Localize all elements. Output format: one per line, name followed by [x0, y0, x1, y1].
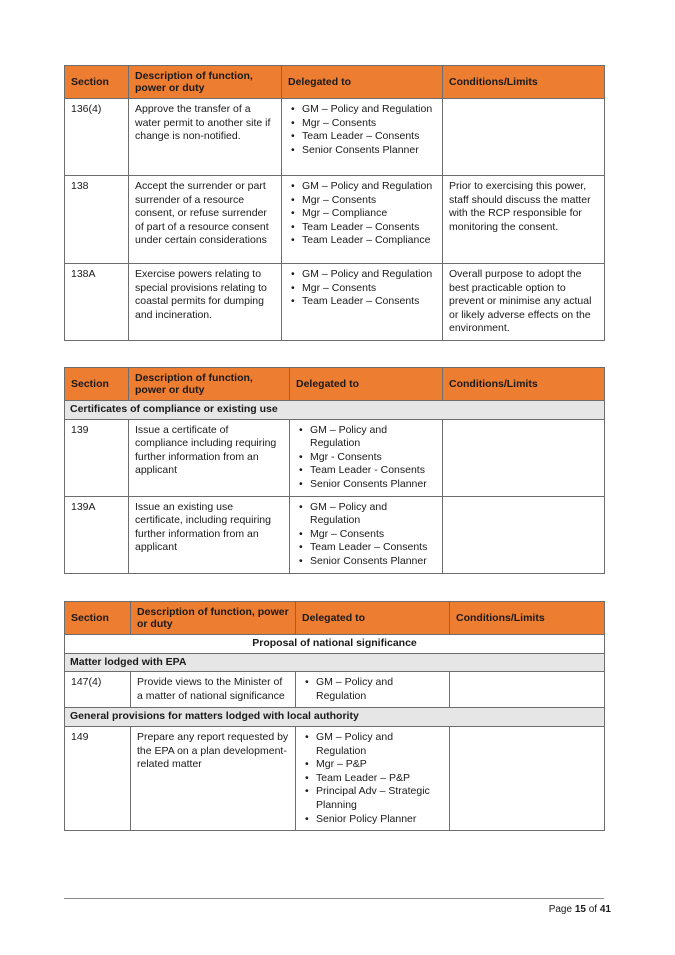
- delegate-item: • Mgr – Consents: [288, 117, 436, 131]
- cell-conditions: [443, 99, 605, 176]
- delegate-item: • Senior Consents Planner: [296, 478, 436, 492]
- delegate-item: • Team Leader - Consents: [296, 464, 436, 478]
- cell-delegated-to: [282, 176, 443, 264]
- cell-section: 139A: [65, 496, 129, 573]
- delegate-list: [302, 676, 443, 703]
- delegate-item: • Team Leader – Consents: [288, 221, 436, 235]
- cell-delegated-to: [282, 99, 443, 176]
- cell-conditions: [443, 496, 605, 573]
- table-header-row: [65, 368, 605, 401]
- cell-description: Exercise powers relating to special provisions relating to coastal permits for dumping and incineration.: [129, 264, 282, 341]
- delegate-item: • GM – Policy and Regulation: [288, 103, 436, 117]
- delegate-item: • Team Leader – Consents: [288, 130, 436, 144]
- current-page: 15: [574, 904, 586, 915]
- cell-description: Approve the transfer of a water permit to another site if change is non-notified.: [129, 99, 282, 176]
- cell-conditions: Overall purpose to adopt the best practicable option to prevent or minimise any actual or likely adverse effects on the environment.: [443, 264, 605, 341]
- delegate-item: • GM – Policy and Regulation: [296, 424, 436, 451]
- cell-section: 147(4): [65, 672, 131, 708]
- delegate-item: • Team Leader – Compliance: [288, 234, 436, 248]
- delegation-table-3: [64, 601, 605, 831]
- header-delegated-to: Delegated to: [282, 66, 443, 99]
- delegate-list: [288, 180, 436, 248]
- header-description: Description of function, power or duty: [131, 602, 296, 635]
- of-word: of: [588, 904, 598, 915]
- delegate-list: [288, 103, 436, 157]
- cell-description: Issue an existing use certificate, including requiring further information from an applicant: [129, 496, 290, 573]
- table-header-row: [65, 66, 605, 99]
- delegate-list: [296, 501, 436, 569]
- header-description: Description of function, power or duty: [129, 66, 282, 99]
- table-row: [65, 672, 605, 708]
- title-row: [65, 635, 605, 654]
- subheading: Matter lodged with EPA: [65, 653, 605, 672]
- delegate-item: • Mgr - Consents: [296, 451, 436, 465]
- cell-conditions: Prior to exercising this power, staff should discuss the matter with the RCP responsible for monitoring the consent.: [443, 176, 605, 264]
- cell-delegated-to: [296, 672, 450, 708]
- header-section: Section: [65, 66, 129, 99]
- delegate-item: • Mgr – Compliance: [288, 207, 436, 221]
- total-pages: 41: [599, 904, 611, 915]
- subheading-row: [65, 401, 605, 420]
- cell-description: Issue a certificate of compliance including requiring further information from an applicant: [129, 419, 290, 496]
- delegate-item: • Senior Policy Planner: [302, 813, 443, 827]
- footer-divider: [64, 898, 604, 899]
- table-row: [65, 176, 605, 264]
- delegate-list: [288, 268, 436, 309]
- cell-section: 138A: [65, 264, 129, 341]
- table-row: [65, 264, 605, 341]
- header-conditions: Conditions/Limits: [450, 602, 605, 635]
- delegate-item: • GM – Policy and Regulation: [302, 731, 443, 758]
- delegate-list: [296, 424, 436, 492]
- page-word: Page: [548, 904, 573, 915]
- delegate-item: • Mgr – Consents: [296, 528, 436, 542]
- header-description: Description of function, power or duty: [129, 368, 290, 401]
- delegate-item: • GM – Policy and Regulation: [288, 180, 436, 194]
- cell-description: Accept the surrender or part surrender of a resource consent, or refuse surrender of part of a resource consent under certain considerations: [129, 176, 282, 264]
- header-conditions: Conditions/Limits: [443, 368, 605, 401]
- cell-conditions: [443, 419, 605, 496]
- cell-section: 149: [65, 726, 131, 830]
- delegate-item: • Mgr – P&P: [302, 758, 443, 772]
- cell-section: 139: [65, 419, 129, 496]
- delegate-item: • Mgr – Consents: [288, 194, 436, 208]
- header-delegated-to: Delegated to: [290, 368, 443, 401]
- cell-delegated-to: [290, 419, 443, 496]
- subheading: Certificates of compliance or existing use: [65, 401, 605, 420]
- cell-delegated-to: [282, 264, 443, 341]
- cell-delegated-to: [290, 496, 443, 573]
- cell-section: 138: [65, 176, 129, 264]
- header-conditions: Conditions/Limits: [443, 66, 605, 99]
- delegate-item: • Team Leader – Consents: [296, 541, 436, 555]
- header-delegated-to: Delegated to: [296, 602, 450, 635]
- delegate-item: • GM – Policy and Regulation: [302, 676, 443, 703]
- subheading-row: [65, 708, 605, 727]
- delegate-item: • Team Leader – Consents: [288, 295, 436, 309]
- table-row: [65, 496, 605, 573]
- delegate-item: • Senior Consents Planner: [296, 555, 436, 569]
- delegate-item: • GM – Policy and Regulation: [296, 501, 436, 528]
- delegate-item: • Mgr – Consents: [288, 282, 436, 296]
- table-header-row: [65, 602, 605, 635]
- cell-conditions: [450, 672, 605, 708]
- cell-conditions: [450, 726, 605, 830]
- cell-section: 136(4): [65, 99, 129, 176]
- header-section: Section: [65, 368, 129, 401]
- cell-description: Prepare any report requested by the EPA on a plan development-related matter: [131, 726, 296, 830]
- subheading-row: [65, 653, 605, 672]
- delegation-table-2: [64, 367, 605, 574]
- page-number: [549, 904, 611, 915]
- delegate-item: • Senior Consents Planner: [288, 144, 436, 158]
- cell-delegated-to: [296, 726, 450, 830]
- header-section: Section: [65, 602, 131, 635]
- subheading: General provisions for matters lodged with local authority: [65, 708, 605, 727]
- delegate-item: • GM – Policy and Regulation: [288, 268, 436, 282]
- section-title: Proposal of national significance: [65, 635, 605, 654]
- table-row: [65, 419, 605, 496]
- cell-description: Provide views to the Minister of a matter of national significance: [131, 672, 296, 708]
- table-row: [65, 726, 605, 830]
- table-row: [65, 99, 605, 176]
- delegate-item: • Principal Adv – Strategic Planning: [302, 785, 443, 812]
- delegate-list: [302, 731, 443, 826]
- delegation-table-1: [64, 65, 605, 341]
- delegate-item: • Team Leader – P&P: [302, 772, 443, 786]
